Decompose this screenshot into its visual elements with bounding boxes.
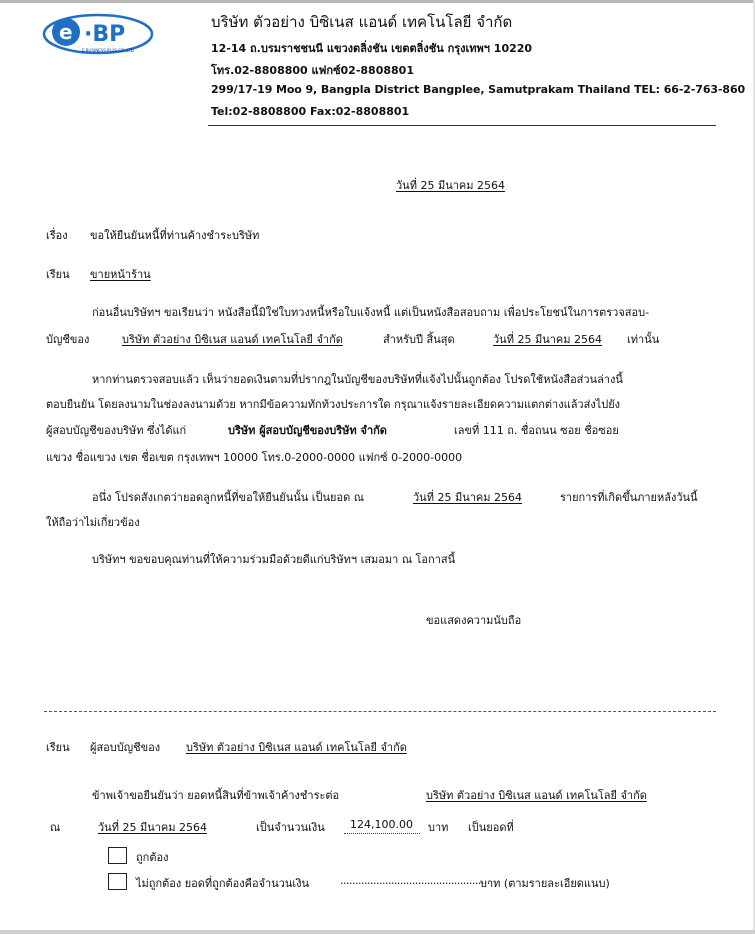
company-phone-th: โทร.02-8808800 แฟกซ์02-8808801 (211, 64, 414, 77)
svg-text:e: e (59, 20, 73, 44)
para1-period: สำหรับปี สิ้นสุด (383, 333, 455, 346)
subject-label: เรื่อง (46, 229, 68, 242)
reply-amount: 124,100.00 (350, 818, 413, 831)
para3-line2: ให้ถือว่าไม่เกี่ยวข้อง (46, 516, 140, 529)
para1-line1: ก่อนอื่นบริษัทฯ ขอเรียนว่า หนังสือนี้มิใช่ใบทวงหนี้หรือใบแจ้งหนี้ แต่เป็นหนังสือสอบถาม เพื่อประโยชน์ในการตรวจสอบ- (92, 306, 650, 319)
para3-prefix: อนึ่ง โปรดสังเกตว่ายอดลูกหนี้ที่ขอให้ยืนยันนั้น เป็นยอด ณ (92, 491, 364, 504)
reply-amount-suffix: เป็นยอดที่ (468, 821, 514, 834)
svg-text:·BP: ·BP (84, 22, 126, 47)
para2-line2: ตอบยืนยัน โดยลงนามในช่องลงนามด้วย หากมีข้อความทักท้วงประการใด กรุณาแจ้งรายละเอียดความแตกต่างแล้วส่งไปยัง (46, 398, 621, 411)
reply-confirm-text: ข้าพเจ้าขอยืนยันว่า ยอดหนี้สินที่ข้าพเจ้าค้างชำระต่อ (92, 789, 340, 802)
letter-date: วันที่ 25 มีนาคม 2564 (396, 179, 505, 192)
incorrect-checkbox[interactable] (108, 873, 127, 890)
company-phone-en: Tel:02-8808800 Fax:02-8808801 (211, 105, 410, 118)
reply-confirm-company: บริษัท ตัวอย่าง บิซิเนส แอนด์ เทคโนโลยี จำกัด (426, 789, 647, 802)
company-logo (42, 10, 157, 58)
para1-prefix: บัญชีของ (46, 333, 90, 346)
para2-line4: แขวง ชื่อแขวง เขต ชื่อเขต กรุงเทพฯ 10000 โทร.0-2000-0000 แฟกซ์ 0-2000-0000 (46, 451, 463, 464)
para3-suffix: รายการที่เกิดขึ้นภายหลังวันนี้ (560, 491, 698, 504)
reply-to-company: บริษัท ตัวอย่าง บิซิเนส แอนด์ เทคโนโลยี จำกัด (186, 741, 407, 754)
to-recipient: ขายหน้าร้าน (90, 268, 151, 281)
reply-at-date: วันที่ 25 มีนาคม 2564 (98, 821, 207, 834)
para2-address: เลขที่ 111 ถ. ชื่อถนน ซอย ชื่อซอย (454, 424, 619, 437)
company-address-en: 299/17-19 Moo 9, Bangpla District Bangplee, Samutprakam Thailand TEL: 66-2-763-860 (211, 83, 746, 96)
incorrect-suffix: บาท (ตามรายละเอียดแนบ) (480, 877, 610, 890)
window-top-border (0, 0, 755, 3)
amount-underline (344, 833, 420, 834)
closing: ขอแสดงความนับถือ (426, 614, 522, 627)
correct-checkbox[interactable] (108, 847, 127, 864)
subject-text: ขอให้ยืนยันหนี้ที่ท่านค้างชำระบริษัท (90, 229, 260, 242)
para4: บริษัทฯ ขอขอบคุณท่านที่ให้ความร่วมมือด้วยดีแก่บริษัทฯ เสมอมา ณ โอกาสนี้ (92, 553, 456, 566)
reply-amount-label: เป็นจำนวนเงิน (256, 821, 325, 834)
para2-line1: หากท่านตรวจสอบแล้ว เห็นว่ายอดเงินตามที่ปรากฎในบัญชีของบริษัทที่แจ้งไปนั้นถูกต้อง โปรดใช้หนังสือส่วนล่างนี้ (92, 373, 623, 386)
tear-off-line (44, 711, 716, 712)
para1-date: วันที่ 25 มีนาคม 2564 (493, 333, 602, 346)
company-name: บริษัท ตัวอย่าง บิซิเนส แอนด์ เทคโนโลยี จำกัด (211, 13, 513, 31)
para1-suffix: เท่านั้น (627, 333, 660, 346)
para3-date: วันที่ 25 มีนาคม 2564 (413, 491, 522, 504)
reply-to-prefix: ผู้สอบบัญชีของ (90, 741, 161, 754)
to-label: เรียน (46, 268, 70, 281)
reply-amount-unit: บาท (428, 821, 449, 834)
correct-label: ถูกต้อง (136, 851, 169, 864)
para2-prefix: ผู้สอบบัญชีของบริษัท ซึ่งได้แก่ (46, 424, 187, 437)
incorrect-amount-blank: .................................................. (340, 874, 490, 887)
logo-subtext: E BUSINESS PLUS CO.,LTD (82, 48, 134, 53)
incorrect-label: ไม่ถูกต้อง ยอดที่ถูกต้องคือจำนวนเงิน (136, 877, 310, 890)
window-bottom-border (0, 930, 755, 934)
para1-company: บริษัท ตัวอย่าง บิซิเนส แอนด์ เทคโนโลยี จำกัด (122, 333, 343, 346)
header-divider (208, 125, 716, 126)
para2-auditor: บริษัท ผู้สอบบัญชีของบริษัท จำกัด (228, 424, 387, 437)
reply-at-label: ณ (50, 821, 61, 834)
company-address-th: 12-14 ถ.บรมราชชนนี แขวงตลิ่งชัน เขตตลิ่งชัน กรุงเทพฯ 10220 (211, 42, 533, 55)
reply-to-label: เรียน (46, 741, 70, 754)
